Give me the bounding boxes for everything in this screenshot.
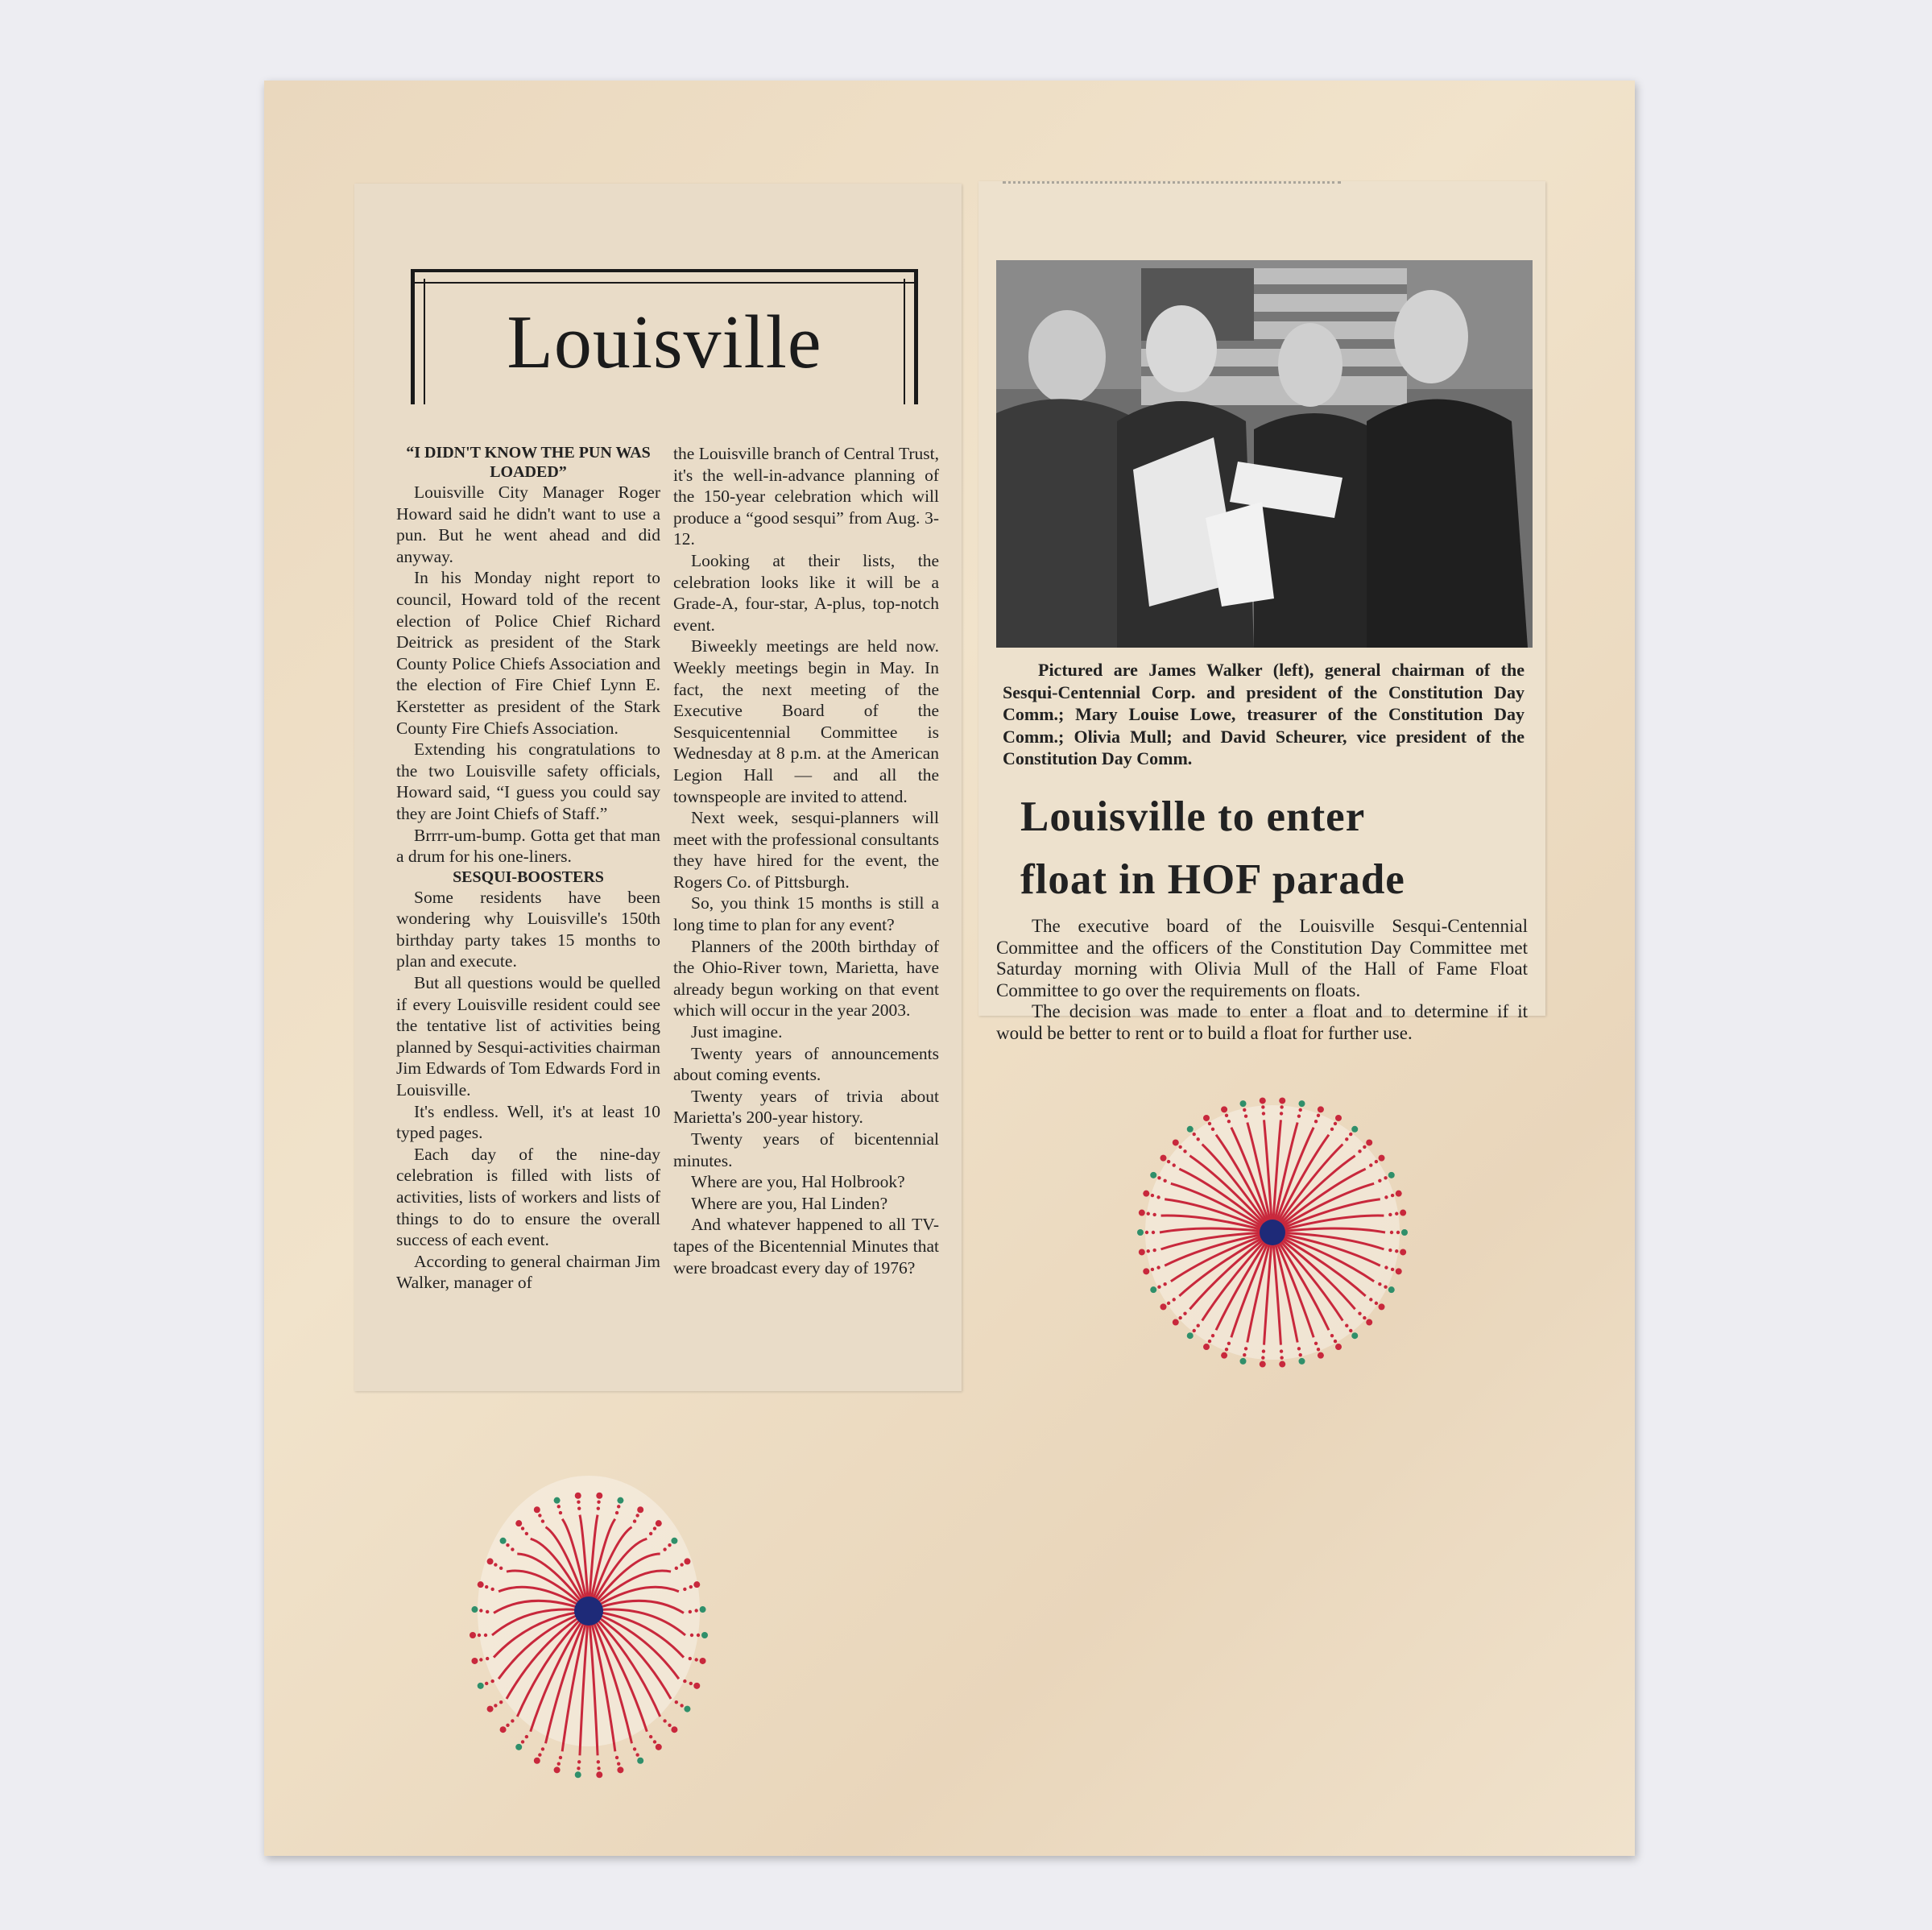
paragraph: the Louisville branch of Central Trust, it's the well-in-advance planning of the 150-year celebration which will produce a “good sesqui” from Aug. 3-12.: [673, 444, 939, 549]
subhead-pun: “I DIDN'T KNOW THE PUN WAS LOADED”: [406, 444, 651, 481]
paragraph: Where are you, Hal Holbrook?: [691, 1172, 905, 1192]
paragraph: So, you think 15 months is still a long time to plan for any event?: [673, 893, 939, 935]
column-right: [673, 443, 939, 1278]
paragraph: Next week, sesqui-planners will meet with the professional consultants they have hired for the event, the Rogers Co. of Pittsburgh.: [673, 808, 939, 892]
paragraph: Biweekly meetings are held now. Weekly meetings begin in May. In fact, the next meeting of the Executive Board of the Sesquicentennial Committee is Wednesday at 8 p.m. at the American Legion Hall — and all the townspeople are invited to attend.: [673, 636, 939, 806]
firework-sticker-icon: [460, 1442, 718, 1812]
masthead-title: Louisville: [507, 300, 822, 384]
firework-sticker-icon: [1112, 1071, 1433, 1394]
louisville-column-clipping: [354, 184, 962, 1391]
paragraph: In his Monday night report to council, Howard told of the recent election of Police Chief Richard Deitrick as president of the Stark County Police Chiefs Association and the election of Fire Chief Lynn E. Kerstetter as president of the Stark County Fire Chiefs Association.: [396, 568, 660, 738]
torn-text-fragment: [1003, 181, 1341, 192]
article-body: [996, 916, 1528, 1045]
scrapbook-page: [264, 81, 1635, 1856]
paragraph: Twenty years of announcements about coming events.: [673, 1043, 939, 1085]
subhead-sesqui-boosters: SESQUI-BOOSTERS: [453, 868, 604, 886]
paragraph: Some residents have been wondering why Louisville's 150th birthday party takes 15 months to plan and execute.: [396, 887, 660, 971]
paragraph: The executive board of the Louisville Sesqui-Centennial Committee and the officers of the Constitution Day Committee met Saturday morning with Olivia Mull of the Hall of Fame Float Committee to go over the requirements on floats.: [996, 916, 1528, 1000]
paragraph: Looking at their lists, the celebration looks like it will be a Grade-A, four-star, A-plus, top-notch event.: [673, 550, 939, 635]
firework-sticker-icon: [1112, 1071, 1433, 1394]
paragraph: Each day of the nine-day celebration is filled with lists of activities, lists of workers and lists of things to do to ensure the overall success of each event.: [396, 1144, 660, 1250]
masthead-rule: [411, 269, 918, 284]
paragraph: Twenty years of bicentennial minutes.: [673, 1129, 939, 1170]
paragraph: Just imagine.: [691, 1022, 783, 1042]
paragraph: Where are you, Hal Linden?: [691, 1193, 888, 1213]
group-photo: [996, 260, 1533, 648]
paragraph: According to general chairman Jim Walker, manager of: [396, 1251, 660, 1293]
paragraph: Extending his congratulations to the two Louisville safety officials, Howard said, “I guess you could say they are Joint Chiefs of Staff.”: [396, 739, 660, 823]
article-headline: Louisville to enter float in HOF parade: [1020, 793, 1405, 903]
paragraph: Brrrr-um-bump. Gotta get that man a drum for his one-liners.: [396, 825, 660, 867]
photo-illustration: [996, 260, 1533, 648]
paragraph: But all questions would be quelled if every Louisville resident could see the tentative list of activities being planned by Sesqui-activities chairman Jim Edwards of Tom Edwards Ford in Louisville.: [396, 973, 660, 1100]
paragraph: It's endless. Well, it's at least 10 typed pages.: [396, 1101, 660, 1143]
photo-caption: Pictured are James Walker (left), general chairman of the Sesqui-Centennial Corp. and president of the Constitution Day Comm.; Mary Louise Lowe, treasurer of the Constitution Day Comm.; Olivia Mull; and David Scheurer, vice president of the Constitution Day Comm.: [1003, 660, 1525, 768]
float-parade-clipping: [978, 181, 1545, 1043]
paragraph: The decision was made to enter a float and to determine if it would be better to rent or to build a float for further use.: [996, 1001, 1528, 1043]
paragraph: And whatever happened to all TV-tapes of the Bicentennial Minutes that were broadcast every day of 1976?: [673, 1215, 939, 1278]
paragraph: Louisville City Manager Roger Howard said he didn't want to use a pun. But he went ahead and did anyway.: [396, 482, 660, 566]
paragraph: Planners of the 200th birthday of the Ohio-River town, Marietta, have already begun working on that event which will occur in the year 2003.: [673, 936, 939, 1021]
masthead: [411, 269, 918, 404]
firework-sticker-icon: [460, 1442, 718, 1812]
paragraph: Twenty years of trivia about Marietta's 200-year history.: [673, 1086, 939, 1128]
column-left: [396, 443, 660, 1294]
